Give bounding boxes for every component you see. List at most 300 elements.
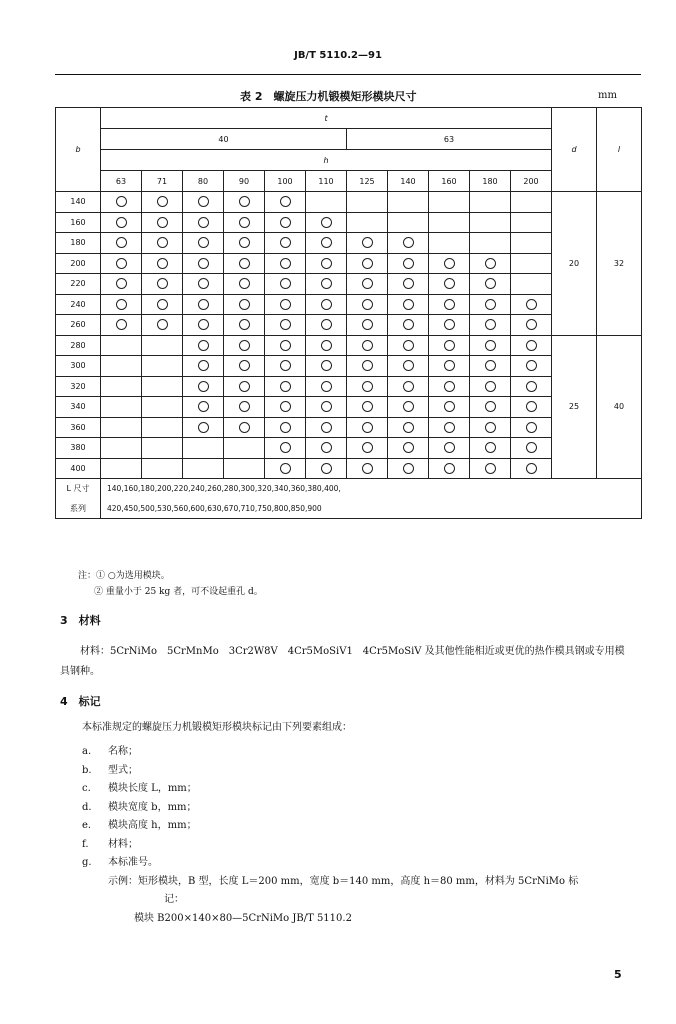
table-unit: mm bbox=[598, 90, 617, 101]
cell bbox=[142, 458, 183, 479]
selected-circle-icon bbox=[198, 360, 209, 371]
cell bbox=[306, 397, 347, 418]
cell bbox=[224, 458, 265, 479]
cell bbox=[429, 233, 470, 254]
cell bbox=[429, 315, 470, 336]
selected-circle-icon bbox=[526, 463, 537, 474]
selected-circle-icon bbox=[403, 401, 414, 412]
cell bbox=[142, 294, 183, 315]
selected-circle-icon bbox=[239, 319, 250, 330]
cell bbox=[224, 335, 265, 356]
selected-circle-icon bbox=[362, 299, 373, 310]
selected-circle-icon bbox=[280, 340, 291, 351]
selected-circle-icon bbox=[403, 442, 414, 453]
row-b-value: 260 bbox=[56, 315, 101, 336]
selected-circle-icon bbox=[526, 360, 537, 371]
l-series-values-1: 140,160,180,200,220,240,260,280,300,320,340,360,380,400, bbox=[101, 479, 642, 499]
cell bbox=[142, 356, 183, 377]
selected-circle-icon bbox=[485, 340, 496, 351]
cell bbox=[224, 212, 265, 233]
cell bbox=[511, 458, 552, 479]
selected-circle-icon bbox=[116, 319, 127, 330]
cell bbox=[388, 233, 429, 254]
cell bbox=[183, 438, 224, 459]
cell bbox=[265, 376, 306, 397]
cell bbox=[142, 212, 183, 233]
cell bbox=[142, 192, 183, 213]
cell bbox=[347, 438, 388, 459]
selected-circle-icon bbox=[280, 319, 291, 330]
h-value-180: 180 bbox=[470, 171, 511, 192]
selected-circle-icon bbox=[444, 360, 455, 371]
selected-circle-icon bbox=[157, 237, 168, 248]
selected-circle-icon bbox=[239, 340, 250, 351]
selected-circle-icon bbox=[362, 381, 373, 392]
cell bbox=[306, 458, 347, 479]
cell bbox=[347, 274, 388, 295]
cell bbox=[429, 335, 470, 356]
selected-circle-icon bbox=[198, 217, 209, 228]
selected-circle-icon bbox=[526, 381, 537, 392]
cell bbox=[224, 294, 265, 315]
header-b: b bbox=[56, 108, 101, 192]
selected-circle-icon bbox=[116, 196, 127, 207]
h-value-110: 110 bbox=[306, 171, 347, 192]
table-row bbox=[56, 335, 642, 356]
cell bbox=[101, 233, 142, 254]
selected-circle-icon bbox=[362, 278, 373, 289]
selected-circle-icon bbox=[280, 360, 291, 371]
cell bbox=[388, 294, 429, 315]
selected-circle-icon bbox=[280, 217, 291, 228]
cell bbox=[142, 397, 183, 418]
selected-circle-icon bbox=[239, 299, 250, 310]
selected-circle-icon bbox=[485, 442, 496, 453]
selected-circle-icon bbox=[362, 360, 373, 371]
cell bbox=[388, 458, 429, 479]
selected-circle-icon bbox=[321, 258, 332, 269]
cell bbox=[347, 335, 388, 356]
section-4-intro: 本标准规定的螺旋压力机锻模矩形模块标记由下列要素组成： bbox=[82, 722, 352, 733]
selected-circle-icon bbox=[321, 319, 332, 330]
cell bbox=[347, 458, 388, 479]
cell bbox=[306, 233, 347, 254]
l-series-label-2: 系列 bbox=[56, 499, 101, 519]
selected-circle-icon bbox=[321, 442, 332, 453]
selected-circle-icon bbox=[239, 422, 250, 433]
list-item: b. 型式； bbox=[82, 764, 138, 776]
selected-circle-icon bbox=[403, 319, 414, 330]
selected-circle-icon bbox=[198, 381, 209, 392]
cell bbox=[511, 192, 552, 213]
cell bbox=[470, 356, 511, 377]
row-b-value: 160 bbox=[56, 212, 101, 233]
selected-circle-icon bbox=[239, 237, 250, 248]
cell bbox=[265, 274, 306, 295]
cell bbox=[224, 356, 265, 377]
h-value-100: 100 bbox=[265, 171, 306, 192]
selected-circle-icon bbox=[280, 401, 291, 412]
cell bbox=[306, 294, 347, 315]
h-value-200: 200 bbox=[511, 171, 552, 192]
selected-circle-icon bbox=[198, 196, 209, 207]
cell bbox=[101, 417, 142, 438]
cell bbox=[388, 315, 429, 336]
cell bbox=[224, 417, 265, 438]
h-value-140: 140 bbox=[388, 171, 429, 192]
cell bbox=[183, 274, 224, 295]
note-1: 注：① ○为选用模块。 bbox=[78, 571, 170, 581]
cell bbox=[511, 397, 552, 418]
selected-circle-icon bbox=[280, 196, 291, 207]
selected-circle-icon bbox=[362, 340, 373, 351]
cell bbox=[306, 315, 347, 336]
cell bbox=[142, 315, 183, 336]
selected-circle-icon bbox=[485, 299, 496, 310]
cell bbox=[142, 438, 183, 459]
selected-circle-icon bbox=[116, 278, 127, 289]
group-2-l: 40 bbox=[597, 335, 642, 479]
cell bbox=[429, 417, 470, 438]
cell bbox=[347, 212, 388, 233]
selected-circle-icon bbox=[157, 299, 168, 310]
selected-circle-icon bbox=[526, 442, 537, 453]
cell bbox=[347, 376, 388, 397]
selected-circle-icon bbox=[444, 319, 455, 330]
cell bbox=[265, 335, 306, 356]
cell bbox=[511, 315, 552, 336]
cell bbox=[470, 335, 511, 356]
cell bbox=[511, 274, 552, 295]
cell bbox=[224, 376, 265, 397]
selected-circle-icon bbox=[403, 258, 414, 269]
selected-circle-icon bbox=[239, 360, 250, 371]
selected-circle-icon bbox=[485, 381, 496, 392]
list-item: c. 模块长度 L，mm； bbox=[82, 783, 197, 794]
cell bbox=[388, 397, 429, 418]
selected-circle-icon bbox=[321, 422, 332, 433]
cell bbox=[470, 397, 511, 418]
cell bbox=[265, 253, 306, 274]
selected-circle-icon bbox=[444, 442, 455, 453]
selected-circle-icon bbox=[239, 401, 250, 412]
example-line-3: 模块 B200×140×80—5CrNiMo JB/T 5110.2 bbox=[134, 912, 352, 924]
selected-circle-icon bbox=[280, 422, 291, 433]
selected-circle-icon bbox=[362, 401, 373, 412]
cell bbox=[511, 335, 552, 356]
section-3-title: 3 材料 bbox=[60, 614, 101, 627]
cell bbox=[224, 438, 265, 459]
selected-circle-icon bbox=[321, 360, 332, 371]
cell bbox=[142, 274, 183, 295]
selected-circle-icon bbox=[403, 381, 414, 392]
row-b-value: 280 bbox=[56, 335, 101, 356]
selected-circle-icon bbox=[362, 258, 373, 269]
cell bbox=[429, 212, 470, 233]
selected-circle-icon bbox=[321, 278, 332, 289]
selected-circle-icon bbox=[403, 278, 414, 289]
selected-circle-icon bbox=[444, 299, 455, 310]
cell bbox=[306, 192, 347, 213]
selected-circle-icon bbox=[157, 217, 168, 228]
selected-circle-icon bbox=[321, 401, 332, 412]
header-h: h bbox=[101, 150, 552, 171]
cell bbox=[224, 274, 265, 295]
cell bbox=[265, 397, 306, 418]
cell bbox=[183, 315, 224, 336]
cell bbox=[511, 212, 552, 233]
cell bbox=[183, 356, 224, 377]
header-d: d bbox=[552, 108, 597, 192]
selected-circle-icon bbox=[403, 340, 414, 351]
h-value-125: 125 bbox=[347, 171, 388, 192]
cell bbox=[265, 294, 306, 315]
selected-circle-icon bbox=[116, 258, 127, 269]
selected-circle-icon bbox=[403, 237, 414, 248]
cell bbox=[429, 458, 470, 479]
cell bbox=[470, 417, 511, 438]
page-number: 5 bbox=[614, 968, 622, 981]
dimension-table bbox=[55, 107, 642, 519]
cell bbox=[142, 417, 183, 438]
cell bbox=[306, 356, 347, 377]
selected-circle-icon bbox=[321, 217, 332, 228]
cell bbox=[101, 212, 142, 233]
cell bbox=[265, 417, 306, 438]
selected-circle-icon bbox=[198, 278, 209, 289]
selected-circle-icon bbox=[321, 237, 332, 248]
example-line-2: 记： bbox=[164, 894, 184, 905]
selected-circle-icon bbox=[444, 401, 455, 412]
cell bbox=[101, 253, 142, 274]
cell bbox=[470, 233, 511, 254]
cell bbox=[470, 458, 511, 479]
cell bbox=[183, 192, 224, 213]
cell bbox=[470, 376, 511, 397]
selected-circle-icon bbox=[526, 319, 537, 330]
selected-circle-icon bbox=[485, 319, 496, 330]
note-2: ② 重量小于 25 kg 者，可不设起重孔 d。 bbox=[94, 587, 263, 597]
cell bbox=[183, 376, 224, 397]
cell bbox=[142, 253, 183, 274]
cell bbox=[183, 397, 224, 418]
selected-circle-icon bbox=[321, 299, 332, 310]
selected-circle-icon bbox=[526, 340, 537, 351]
cell bbox=[388, 438, 429, 459]
selected-circle-icon bbox=[321, 381, 332, 392]
cell bbox=[183, 458, 224, 479]
selected-circle-icon bbox=[485, 401, 496, 412]
row-b-value: 400 bbox=[56, 458, 101, 479]
cell bbox=[470, 212, 511, 233]
selected-circle-icon bbox=[116, 237, 127, 248]
cell bbox=[265, 233, 306, 254]
cell bbox=[142, 335, 183, 356]
cell bbox=[183, 294, 224, 315]
row-b-value: 180 bbox=[56, 233, 101, 254]
selected-circle-icon bbox=[239, 196, 250, 207]
selected-circle-icon bbox=[198, 237, 209, 248]
cell bbox=[511, 233, 552, 254]
cell bbox=[347, 294, 388, 315]
selected-circle-icon bbox=[485, 422, 496, 433]
h-value-63: 63 bbox=[101, 171, 142, 192]
cell bbox=[101, 438, 142, 459]
cell bbox=[388, 212, 429, 233]
t-group-63: 63 bbox=[347, 129, 552, 150]
cell bbox=[347, 397, 388, 418]
selected-circle-icon bbox=[280, 278, 291, 289]
cell bbox=[224, 253, 265, 274]
cell bbox=[101, 294, 142, 315]
selected-circle-icon bbox=[362, 442, 373, 453]
cell bbox=[511, 356, 552, 377]
h-value-71: 71 bbox=[142, 171, 183, 192]
selected-circle-icon bbox=[444, 340, 455, 351]
cell bbox=[347, 192, 388, 213]
cell bbox=[183, 335, 224, 356]
cell bbox=[265, 458, 306, 479]
cell bbox=[470, 192, 511, 213]
h-value-80: 80 bbox=[183, 171, 224, 192]
selected-circle-icon bbox=[280, 299, 291, 310]
selected-circle-icon bbox=[362, 319, 373, 330]
cell bbox=[224, 233, 265, 254]
cell bbox=[429, 294, 470, 315]
group-2-d: 25 bbox=[552, 335, 597, 479]
selected-circle-icon bbox=[362, 463, 373, 474]
selected-circle-icon bbox=[444, 381, 455, 392]
cell bbox=[429, 376, 470, 397]
cell bbox=[429, 397, 470, 418]
selected-circle-icon bbox=[485, 258, 496, 269]
selected-circle-icon bbox=[116, 217, 127, 228]
selected-circle-icon bbox=[485, 463, 496, 474]
row-b-value: 320 bbox=[56, 376, 101, 397]
row-b-value: 200 bbox=[56, 253, 101, 274]
cell bbox=[183, 233, 224, 254]
table-title: 表 2 螺旋压力机锻模矩形模块尺寸 bbox=[240, 90, 417, 103]
cell bbox=[183, 253, 224, 274]
selected-circle-icon bbox=[280, 237, 291, 248]
cell bbox=[265, 192, 306, 213]
selected-circle-icon bbox=[198, 258, 209, 269]
cell bbox=[388, 253, 429, 274]
cell bbox=[388, 274, 429, 295]
cell bbox=[101, 376, 142, 397]
header-l: l bbox=[597, 108, 642, 192]
selected-circle-icon bbox=[526, 401, 537, 412]
cell bbox=[347, 356, 388, 377]
selected-circle-icon bbox=[280, 442, 291, 453]
selected-circle-icon bbox=[157, 258, 168, 269]
cell bbox=[429, 356, 470, 377]
selected-circle-icon bbox=[157, 319, 168, 330]
cell bbox=[101, 335, 142, 356]
cell bbox=[265, 315, 306, 336]
row-b-value: 340 bbox=[56, 397, 101, 418]
selected-circle-icon bbox=[157, 196, 168, 207]
cell bbox=[101, 397, 142, 418]
list-item: d. 模块宽度 b，mm； bbox=[82, 801, 197, 813]
selected-circle-icon bbox=[198, 422, 209, 433]
selected-circle-icon bbox=[280, 463, 291, 474]
selected-circle-icon bbox=[403, 299, 414, 310]
selected-circle-icon bbox=[116, 299, 127, 310]
cell bbox=[429, 274, 470, 295]
h-value-90: 90 bbox=[224, 171, 265, 192]
selected-circle-icon bbox=[239, 258, 250, 269]
l-series-values-2: 420,450,500,530,560,600,630,670,710,750,800,850,900 bbox=[101, 499, 642, 519]
row-b-value: 140 bbox=[56, 192, 101, 213]
selected-circle-icon bbox=[198, 319, 209, 330]
header-t: t bbox=[101, 108, 552, 129]
cell bbox=[429, 192, 470, 213]
selected-circle-icon bbox=[321, 340, 332, 351]
selected-circle-icon bbox=[403, 360, 414, 371]
selected-circle-icon bbox=[444, 422, 455, 433]
selected-circle-icon bbox=[403, 422, 414, 433]
cell bbox=[429, 253, 470, 274]
header-rule bbox=[55, 74, 641, 75]
marking-elements-list bbox=[82, 743, 578, 928]
row-b-value: 360 bbox=[56, 417, 101, 438]
cell bbox=[306, 274, 347, 295]
cell bbox=[183, 212, 224, 233]
table-notes bbox=[78, 568, 263, 600]
selected-circle-icon bbox=[157, 278, 168, 289]
table-row bbox=[56, 192, 642, 213]
cell bbox=[101, 458, 142, 479]
list-item: g. 本标准号。 bbox=[82, 857, 158, 868]
cell bbox=[306, 212, 347, 233]
cell bbox=[347, 315, 388, 336]
selected-circle-icon bbox=[485, 360, 496, 371]
group-1-l: 32 bbox=[597, 192, 642, 336]
cell bbox=[142, 233, 183, 254]
selected-circle-icon bbox=[444, 258, 455, 269]
document-code: JB/T 5110.2—91 bbox=[294, 50, 382, 61]
cell bbox=[306, 335, 347, 356]
cell bbox=[142, 376, 183, 397]
cell bbox=[388, 192, 429, 213]
h-value-160: 160 bbox=[429, 171, 470, 192]
row-b-value: 300 bbox=[56, 356, 101, 377]
cell bbox=[470, 294, 511, 315]
cell bbox=[511, 417, 552, 438]
cell bbox=[306, 417, 347, 438]
selected-circle-icon bbox=[403, 463, 414, 474]
cell bbox=[388, 376, 429, 397]
section-3-text: 材料：5CrNiMo 5CrMnMo 3Cr2W8V 4Cr5MoSiV1 4Cr5MoSiV 及其他性能相近或更优的热作模具钢或专用模具钢种。 bbox=[60, 646, 625, 677]
cell bbox=[224, 315, 265, 336]
selected-circle-icon bbox=[239, 217, 250, 228]
cell bbox=[511, 438, 552, 459]
selected-circle-icon bbox=[444, 463, 455, 474]
cell bbox=[306, 438, 347, 459]
selected-circle-icon bbox=[362, 422, 373, 433]
cell bbox=[511, 253, 552, 274]
cell bbox=[101, 274, 142, 295]
cell bbox=[101, 315, 142, 336]
selected-circle-icon bbox=[526, 299, 537, 310]
cell bbox=[470, 315, 511, 336]
selected-circle-icon bbox=[198, 401, 209, 412]
selected-circle-icon bbox=[239, 278, 250, 289]
list-item: e. 模块高度 h，mm； bbox=[82, 820, 197, 831]
cell bbox=[224, 192, 265, 213]
selected-circle-icon bbox=[239, 381, 250, 392]
